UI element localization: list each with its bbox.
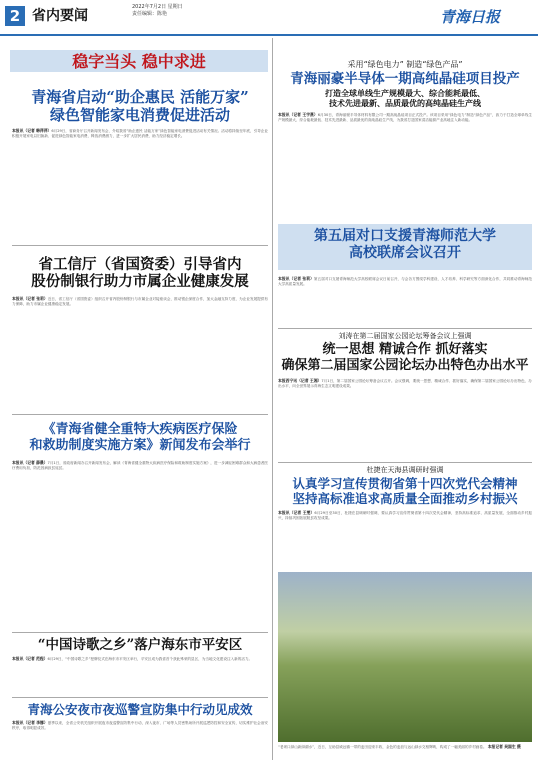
article-1-title: 青海省启动“助企惠民 活能万家” 绿色智能家电消费促进活动 [31,88,249,124]
article-3-text: 7月1日，省政府新闻办召开新闻发布会，解读《青海省健全重特大疾病医疗保险和救助制度实施方案》，进一步减轻困难群众和大病患者医疗费用负担，防范因病致贫返贫。 [12,461,268,471]
article-b3-kicker: 刘涛在第二届国家公园论坛筹备会议上强调 [338,332,472,340]
article-b4-body [278,510,532,568]
article-3-title: 《青海省健全重特大疾病医疗保险 和救助制度实施方案》新闻发布会举行 [29,422,251,453]
article-b2-byline: 本报讯（记者 张莉） [278,276,314,281]
section-name: 省内要闻 [32,8,88,24]
article-4-text: 6月29日，“中国诗歌之乡”授牌仪式在海东市平安区举行，平安区成为我省首个获此殊荣的县区，为当地文化建设注入新的活力。 [47,657,253,661]
divider [12,245,268,246]
date-line: 2022年7月2日 星期日 责任编辑：陈艳 [132,4,183,17]
article-b4-text: 6月29日至30日，杜捷在县调研时强调，要认真学习宣传贯彻省第十四次党代会精神，坚持高标准追求、高质量发展，全面推动乡村振兴，持续巩固拓展脱贫攻坚成果。 [278,511,532,521]
article-5-text: 夏季以来，全省公安机关组织开展夜市夜巡警宣防集中行动，深入夜市、广场等人员密集场所开展巡逻防控和安全宣传，切实维护社会治安秩序，取得明显成效。 [12,721,268,731]
article-b4-byline: 本报讯（记者 王雯） [278,510,315,515]
article-2-title: 省工信厅（省国资委）引导省内 股份制银行助力市属企业健康发展 [31,256,249,291]
article-3-byline: 本报讯（记者 薛晨） [12,460,48,465]
article-b4-kicker: 杜捷在天海县调研时强调 [366,466,444,474]
banner-title: 稳字当头 稳中求进 [72,52,206,71]
article-2-text: 近日，省工信厅（省国资委）组织召开省内股份制银行与市属企业对接座谈会，推动银企深度合作，加大金融支持力度，为企业发展提供有力保障，助力市属企业健康稳定发展。 [12,297,268,307]
article-2-byline: 本报讯（记者 张莉） [12,296,48,301]
article-1-body [12,128,268,233]
page-number: 2 [5,6,25,26]
article-5-title: 青海公安夜市夜巡警宣防集中行动见成效 [27,702,253,717]
article-b1-kicker: 采用“绿色电力” 制造“绿色产品” [347,60,463,69]
article-1-byline: 本报讯（记者 韩萍萍） [12,128,52,133]
article-4-body [12,656,268,693]
harvest-photo [278,572,532,742]
article-b1-title: 青海丽豪半导体一期高纯晶硅项目投产 [290,71,520,87]
article-b2-text: 第五届对口支援青海师范大学高校联席会议日前召开，与会各方围绕学科建设、人才培养、科学研究等方面深化合作，共同推动青海师范大学高质量发展。 [278,277,532,287]
article-5-byline: 本报讯（记者 李娜） [12,720,48,725]
divider [278,328,532,329]
article-b1-text: 6月30日，青海丽豪半导体材料有限公司一期高纯晶硅项目正式投产。该项目采用“绿色电力”制造“绿色产品”，致力于打造全球单线生产规模最大、综合能耗最低、技术先进最新、品质最优的高纯晶硅生产线，为我省打造国家清洁能源产业高地注入新动能。 [278,113,532,123]
article-3-body [12,460,268,625]
photo-caption [278,744,532,762]
article-b3-byline: 本报西宁讯（记者 王湘） [278,378,322,383]
article-b1-byline: 本报讯（记者 王宇燕） [278,112,318,117]
photo-credit: 本报记者 吴国生 摄 [487,744,521,749]
article-1-text: 6月29日，省商务厅召开新闻发布会，介绍我省“助企惠民 活能万家”绿色智能家电消费促进活动有关情况。活动将持续至年底，引导企业积极开展家电以旧换新、促进绿色智能家电消费，释放消费潜力，进一步扩大居民消费，助力经济稳定增长。 [12,129,268,139]
divider [278,462,532,463]
article-b1-body [278,112,532,220]
article-5-body [12,720,268,762]
article-b4-title: 认真学习宣传贯彻省第十四次党代会精神 坚持高标准追求高质量全面推动乡村振兴 [292,476,518,506]
column-divider [272,38,273,760]
article-b1-subtitle: 打造全球单线生产规模最大、综合能耗最低、 技术先进最新、品质最优的高纯晶硅生产线 [325,88,485,108]
article-b2-body [278,276,532,326]
article-4-byline: 本报讯（记者 范程） [12,656,48,661]
article-b3-text: 7月1日，第二届国家公园论坛筹备会议召开。会议强调，要统一思想、精诚合作、抓好落实，确保第二届国家公园论坛办出特色、办出水平，向全世界展示青海生态文明建设成果。 [278,379,532,389]
divider [12,697,268,698]
newspaper-logo: 青海日报 [440,8,501,26]
divider [12,632,268,633]
divider [12,414,268,415]
article-b3-title: 统一思想 精诚合作 抓好落实 确保第二届国家公园论坛办出特色办出水平 [281,342,529,373]
article-2-body [12,296,268,406]
photo-caption-text: “老坝口绿山新绿湖水”，近日，互助县威远镇一带的麦田迎来丰收，金色的麦浪与远山绿水交相辉映，构成了一幅美丽的乡村画卷。 [278,745,487,749]
article-4-title: “中国诗歌之乡”落户海东市平安区 [37,637,243,653]
article-b3-body [278,378,532,456]
article-b2-title: 第五届对口支援青海师范大学 高校联席会议召开 [314,228,496,261]
